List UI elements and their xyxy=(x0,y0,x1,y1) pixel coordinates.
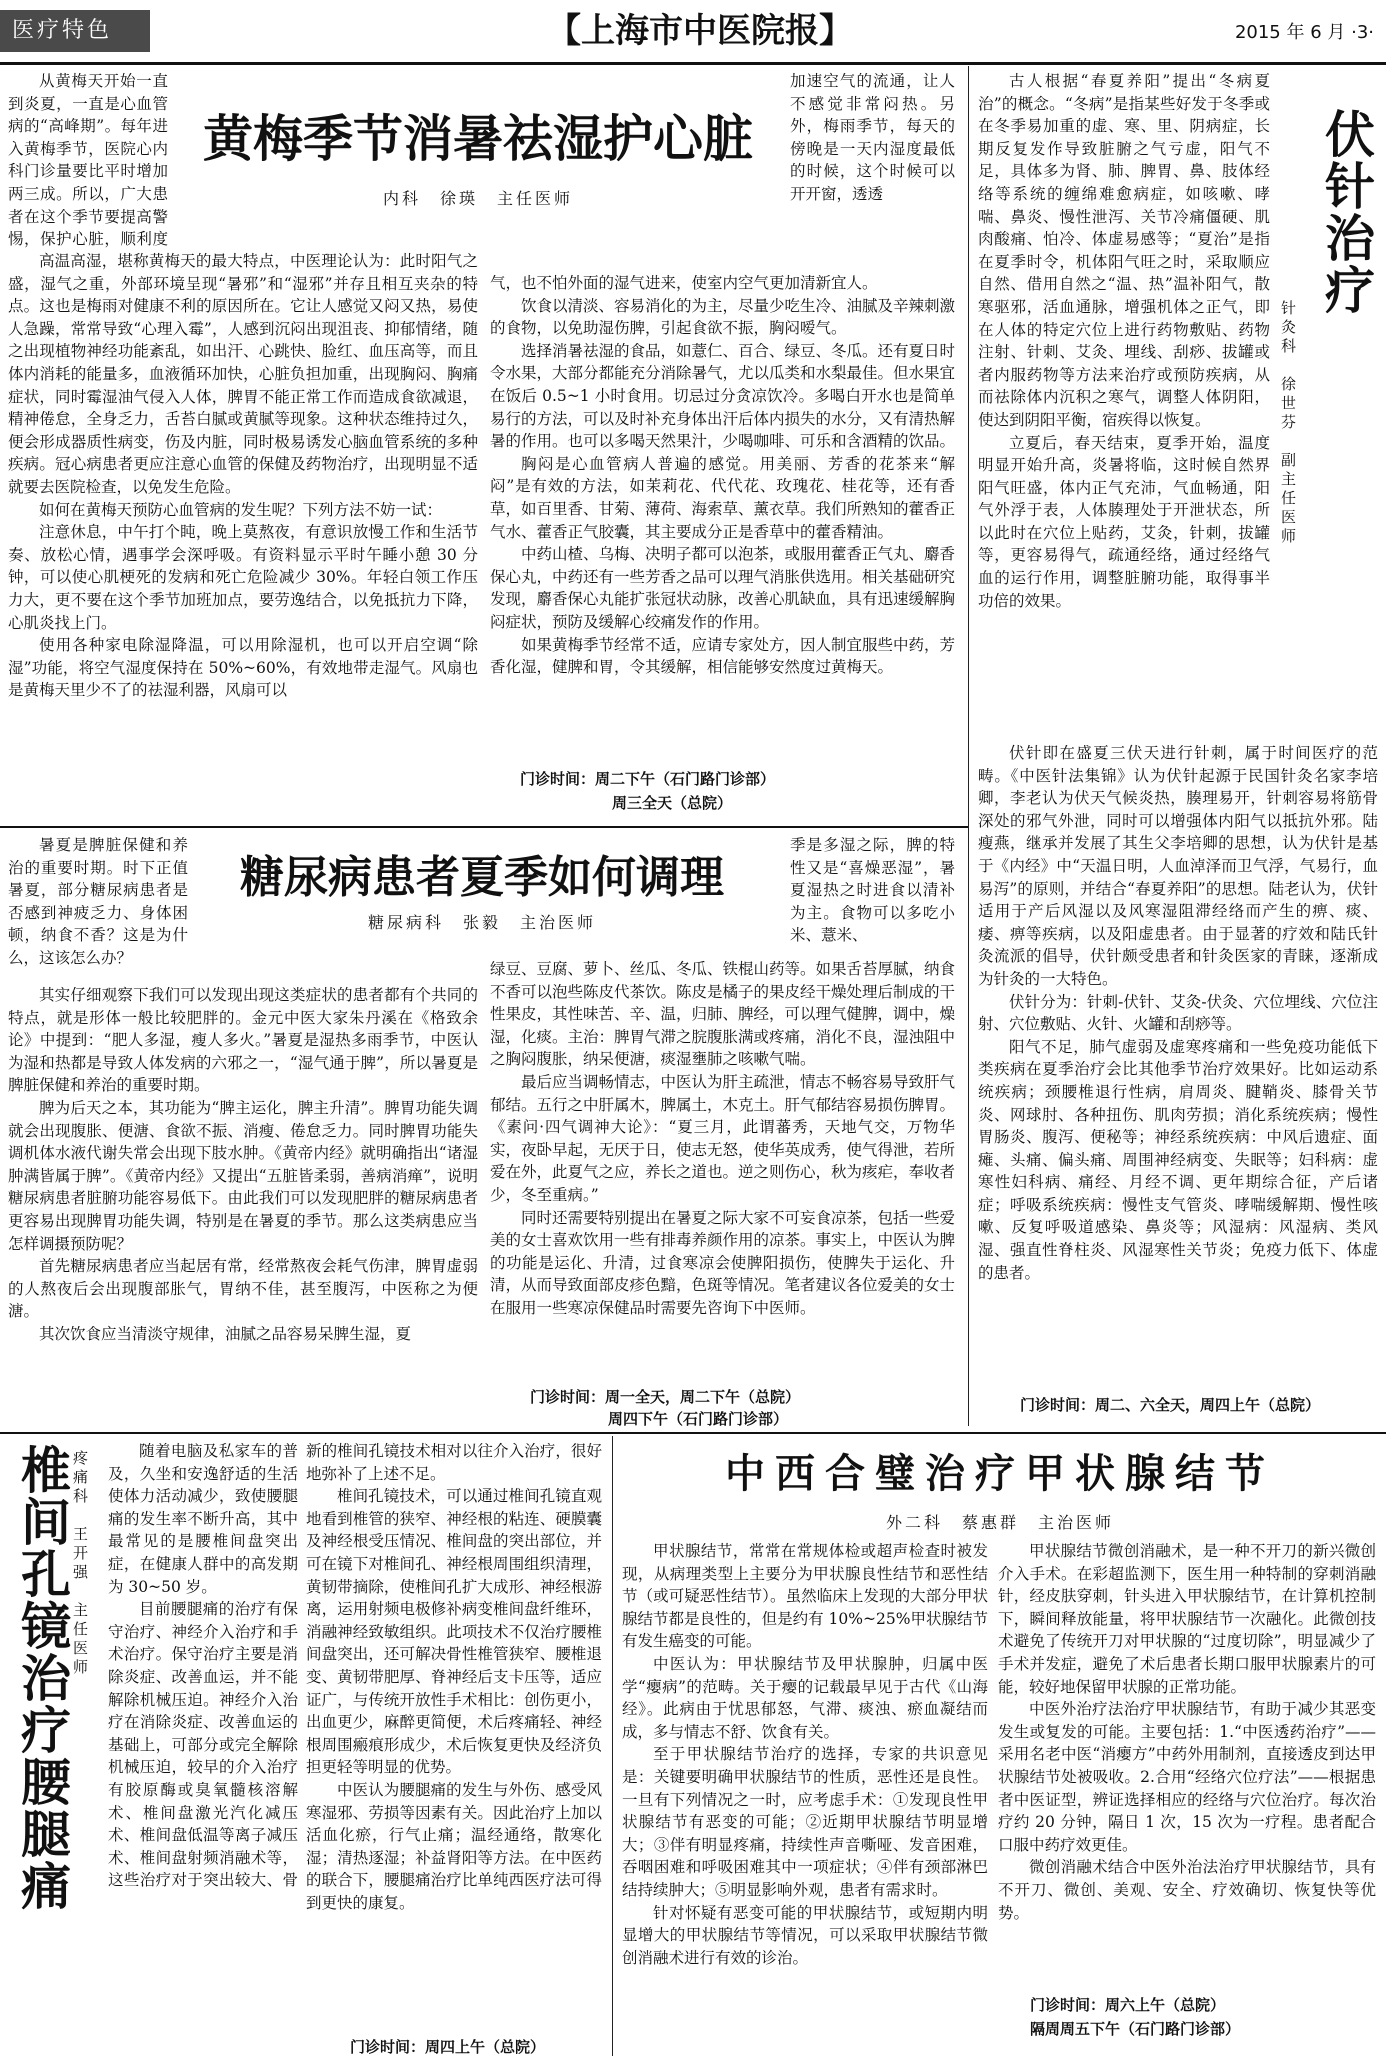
article3-byline: 糖尿病科 张毅 主治医师 xyxy=(367,913,596,932)
article4-column2: 新的椎间孔镜技术相对以往介入治疗，很好地弥补了上述不足。 椎间孔镜技术，可以通过椎间孔镜直观地看到椎管的狭窄、神经根的粘连、硬膜囊及神经根受压情况、椎间盘的突出部位，并可在镜下对椎间孔、神经根周围组织清理，黄韧带摘除，使椎间孔扩大成形、神经根游离，运用射频电极修补病变椎间盘纤维环，消融神经致敏组织。此项技术不仅治疗腰椎间盘突出，还可解决骨性椎管狭窄、腰椎退变、黄韧带肥厚、脊神经后支卡压等，适应证广，与传统开放性手术相比：创伤更小，出血更少，麻醉更简便，术后疼痛轻、神经根周围瘢痕形成少，术后恢复更快及经济负担更轻等明显的优势。 中医认为腰腿痛的发生与外伤、感受风寒湿邪、劳损等因素有关。因此治疗上加以活血化瘀，行气止痛；温经通络，散寒化湿；清热逐湿；补益肾阳等方法。在中医药的联合下，腰腿痛治疗比单纯西医疗法可得到更快的康复。 xyxy=(306,1442,602,1912)
article5-column1: 甲状腺结节，常常在常规体检或超声检查时被发现，从病理类型上主要分为甲状腺良性结节和恶性结节（或可疑恶性结节）。虽然临床上发现的大部分甲状腺结节都是良性的，但是约有 10%~25%甲状腺结节有发生癌变的可能。 中医认为：甲状腺结节及甲状腺肿，归属中医学“瘿病”的范畴。关于瘿的记载最早见于古代《山海经》。此病由于忧思郁怒，气滞、痰浊、瘀血凝结而成，多与情志不舒、饮食有关。 至于甲状腺结节治疗的选择，专家的共识意见是：关键要明确甲状腺结节的性质，恶性还是良性。一旦有下列情况之一时，应考虑手术：①发现良性甲状腺结节有恶变的可能；②近期甲状腺结节明显增大；③伴有明显疼痛，持续性声音嘶哑、发音困难，吞咽困难和呼吸困难其中一项症状；④伴有颈部淋巴结持续肿大；⑤明显影响外观，患者有需求时。 针对怀疑有恶变可能的甲状腺结节，或短期内明显增大的甲状腺结节等情况，可以采取甲状腺结节微创消融术进行有效的诊治。 xyxy=(622,1542,988,1967)
article5-clinic-hours-2: 隔周周五下午（石门路门诊部） xyxy=(1030,2020,1241,2038)
article4-column1: 随着电脑及私家车的普及，久坐和安逸舒适的生活使体力活动减少，致使腰腿痛的发生率不断升高，其中最常见的是腰椎间盘突出症，在健康人群中的高发期为 30~50 岁。 目前腰腿痛的治疗有保守治疗、神经介入治疗和手术治疗。保守治疗主要是消除炎症、改善血运，并不能解除机械压迫。神经介入治疗在消除炎症、改善血运的基础上，可部分或完全解除机械压迫，较早的介入治疗有胶原酶或臭氧髓核溶解术、椎间盘激光汽化减压术、椎间盘低温等离子减压术、椎间盘射频消融术等，这些治疗对于突出较大、骨 xyxy=(108,1442,298,1890)
article4-clinic-hours: 门诊时间：周四上午（总院） xyxy=(350,2038,546,2056)
article2-column2: 伏针即在盛夏三伏天进行针刺，属于时间医疗的范畴。《中医针法集锦》认为伏针起源于民国针灸名家李培卿，李老认为伏天气候炎热，腠理易开，针刺容易将筋骨深处的邪气外泄，同时可以增强体内阳气以抵抗外邪。陆瘦燕，继承并发展了其生父李培卿的思想，认为伏针是基于《内经》中“天温日明，人血淖泽而卫气浮，气易行，血易泻”的原则，并结合“春夏养阳”的思想。陆老认为，伏针适用于产后风湿以及风寒湿阻滞经络而产生的痹、痰、痿、痹等疾病，以及阳虚患者。由于显著的疗效和陆氏针灸流派的倡导，伏针颇受患者和针灸医家的青睐，逐渐成为针灸的一大特色。 伏针分为：针刺-伏针、艾灸-伏灸、穴位埋线、穴位注射、穴位敷贴、火针、火罐和刮痧等。 阳气不足，肺气虚弱及虚寒疼痛和一些免疫功能低下类疾病在夏季治疗会比其他季节治疗效果好。比如运动系统疾病；颈腰椎退行性病，肩周炎、腱鞘炎、膝骨关节炎、网球肘、各种扭伤、肌肉劳损；消化系统疾病；慢性胃肠炎、腹泻、便秘等；神经系统疾病：中风后遗症、面瘫、头痛、偏头痛、周围神经病变、失眠等；妇科病：虚寒性妇科病、痛经、月经不调、更年期综合征，产后诸症；呼吸系统疾病：慢性支气管炎、哮喘缓解期、慢性咳嗽、反复呼吸道感染、鼻炎等；风湿病：风湿病、类风湿、强直性脊柱炎、风湿寒性关节炎；免疫力低下、体虚的患者。 xyxy=(978,744,1378,1282)
article3-intro-right: 季是多湿之际，脾的特性又是“喜燥恶湿”，暑夏湿热之时进食以清补为主。食物可以多吃小米、薏米、 xyxy=(790,836,955,945)
column-divider-2 xyxy=(612,1436,613,2056)
article1-clinic-hours-2: 周三全天（总院） xyxy=(612,794,733,812)
section-rule-2 xyxy=(0,1432,1386,1434)
article5-column2: 甲状腺结节微创消融术，是一种不开刀的新兴微创介入手术。在彩超监测下，医生用一种特制的穿刺消融针，经皮肤穿刺，针头进入甲状腺结节，在计算机控制下，瞬间释放能量，将甲状腺结节一次融化。此微创技术避免了传统开刀对甲状腺的“过度切除”，明显减少了手术并发症，避免了术后患者长期口服甲状腺素片的可能，较好地保留甲状腺的正常功能。 中医外治疗法治疗甲状腺结节，有助于减少其恶变发生或复发的可能。主要包括：1.“中医透药治疗”——采用名老中医“消瘿方”中药外用制剂，直接透皮到达甲状腺结节处被吸收。2.合用“经络穴位疗法”——根据患者中医证型，辨证选择相应的经络与穴位治疗。每次治疗约 20 分钟，隔日 1 次，15 次为一疗程。患者配合口服中药疗效更佳。 微创消融术结合中医外治法治疗甲状腺结节，具有不开刀、微创、美观、安全、疗效确切、恢复快等优势。 xyxy=(998,1542,1376,1922)
article4-byline: 疼痛科 王开强 主任医师 xyxy=(71,1450,89,1678)
article1-title: 黄梅季节消暑祛湿护心脏 xyxy=(203,109,753,168)
section-tag: 医疗特色 xyxy=(0,10,150,52)
article3-lead: 暑夏是脾脏保健和养治的重要时期。时下正值暑夏，部分糖尿病患者是否感到神疲乏力、身体困顿，纳食不香？这是为什么，这该怎么办？ xyxy=(8,836,188,967)
article2-byline: 针灸科 徐世芬 副主任医师 xyxy=(1279,300,1297,547)
article4-title: 椎间孔镜治疗腰腿痛 xyxy=(13,1444,72,1912)
article3-column2: 绿豆、豆腐、萝卜、丝瓜、冬瓜、铁棍山药等。如果舌苔厚腻，纳食不香可以泡些陈皮代茶饮。陈皮是橘子的果皮经干燥处理后制成的干性果皮，其性味苦、辛、温，归肺、脾经，可以理气健脾，调中，燥湿，化痰。主治：脾胃气滞之脘腹胀满或疼痛，消化不良，湿浊阻中之胸闷腹胀，纳呆便溏，痰湿壅肺之咳嗽气喘。 最后应当调畅情志，中医认为肝主疏泄，情志不畅容易导致肝气郁结。五行之中肝属木，脾属土，木克土。肝气郁结容易损伤脾胃。《素问·四气调神大论》：“夏三月，此谓蕃秀，天地气交，万物华实，夜卧早起，无厌于日，使志无怒，使华英成秀，使气得泄，若所爱在外，此夏气之应，养长之道也。逆之则伤心，秋为痎疟，奉收者少，冬至重病。” 同时还需要特别提出在暑夏之际大家不可妄食凉茶，包括一些爱美的女士喜欢饮用一些有排毒养颜作用的凉茶。事实上，中医认为脾的功能是运化、升清，过食寒凉会使脾阳损伤，使脾失于运化、升清，从而导致面部皮疹色黯，色斑等情况。笔者建议各位爱美的女士在服用一些寒凉保健品时需要先咨询下中医师。 xyxy=(490,960,955,1317)
article5-byline: 外二科 蔡惠群 主治医师 xyxy=(885,1513,1114,1532)
article1-column1: 高温高湿，堪称黄梅天的最大特点，中医理论认为：此时阳气之盛，湿气之重，外部环境呈现“暑邪”和“湿邪”并存且相互夹杂的特点。这也是梅雨对健康不利的原因所在。它让人感觉又闷又热，易使人急躁，常常导致“心理入霉”，人感到沉闷出现沮丧、抑郁情绪，随之出现植物神经功能紊乱，如出汗、心跳快、脸红、血压高等，而且体内消耗的能量多，血液循环加快，心脏负担加重，出现胸闷、胸痛症状，同时霉湿油气侵入人体，脾胃不能正常工作而造成食欲减退，精神倦怠，全身乏力，舌苔白腻或黄腻等现象。这种状态维持过久，便会形成器质性病变，伤及内脏，同时极易诱发心脑血管系统的多种疾病。冠心病患者更应注意心血管的保健及药物治疗，出现明显不适就要去医院检查，以免发生危险。 如何在黄梅天预防心血管病的发生呢？下列方法不妨一试： 注意休息，中午打个盹，晚上莫熬夜，有意识放慢工作和生活节奏、放松心情，遇事学会深呼吸。有资料显示平时午睡小憩 30 分钟，可以使心肌梗死的发病和死亡危险减少 30%。年轻白领工作压力大，更不要在这个季节加班加点，要劳逸结合，以免抵抗力下降，心肌炎找上门。 使用各种家电除湿降温，可以用除湿机，也可以开启空调“除湿”功能，将空气湿度保持在 50%~60%，有效地带走湿气。风扇也是黄梅天里少不了的祛湿利器，风扇可以 xyxy=(8,252,478,700)
article2-title: 伏针治疗 xyxy=(1317,108,1376,316)
article1-intro-right: 加速空气的流通，让人不感觉非常闷热。另外，梅雨季节，每天的傍晚是一天内湿度最低的时候，这个时候可以开开窗，透透 xyxy=(790,72,955,203)
article1-column2: 气，也不怕外面的湿气进来，使室内空气更加清新宜人。 饮食以清淡、容易消化的为主，尽量少吃生冷、油腻及辛辣刺激的食物，以免助湿伤脾，引起食欲不振，胸闷嗳气。 选择消暑祛湿的食品，如薏仁、百合、绿豆、冬瓜。还有夏日时令水果，大部分都能充分消除暑气，尤以瓜类和水梨最佳。但水果宜在饭后 0.5~1 小时食用。切忌过分贪凉饮冷。多喝白开水也是简单易行的方法，可以及时补充身体出汗后体内损失的水分，又有清热解暑的作用。也可以多喝天然果汁，少喝咖啡、可乐和含酒精的饮品。 胸闷是心血管病人普遍的感觉。用美丽、芳香的花茶来“解闷”是有效的方法，如茉莉花、代代花、玫瑰花、桂花等，还有香草，如百里香、甘菊、薄荷、海索草、薰衣草。我们所熟知的藿香正气水、藿香正气胶囊，其主要成分正是香草中的藿香精油。 中药山楂、乌梅、决明子都可以泡茶，或服用藿香正气丸、麝香保心丸，中药还有一些芳香之品可以理气消胀供选用。相关基础研究发现，麝香保心丸能扩张冠状动脉，改善心肌缺血，具有迅速缓解胸闷症状，预防及缓解心绞痛发作的作用。 如果黄梅季节经常不适，应请专家处方，因人制宜服些中药，芳香化湿，健脾和胃，令其缓解，相信能够安然度过黄梅天。 xyxy=(490,274,955,677)
article1-byline: 内科 徐瑛 主任医师 xyxy=(382,189,573,208)
article5-title: 中西合璧治疗甲状腺结节 xyxy=(725,1450,1275,1497)
article3-clinic-hours-2: 周四下午（石门路门诊部） xyxy=(608,1410,789,1428)
article3-clinic-hours: 门诊时间：周一全天，周二下午（总院） xyxy=(530,1388,801,1406)
article2-clinic-hours: 门诊时间：周二、六全天，周四上午（总院） xyxy=(1020,1396,1321,1414)
article5-clinic-hours: 门诊时间：周六上午（总院） xyxy=(1030,1996,1226,2014)
article3-title: 糖尿病患者夏季如何调理 xyxy=(240,852,724,903)
article1-clinic-hours: 门诊时间：周二下午（石门路门诊部） xyxy=(520,770,776,788)
article3-column1: 其实仔细观察下我们可以发现出现这类症状的患者都有个共同的特点，就是形体一般比较肥胖的。金元中医大家朱丹溪在《格致余论》中提到：“肥人多湿，瘦人多火。”暑夏是湿热多雨季节，中医认为湿和热都是导致人体发病的六邪之一，“湿气通于脾”，所以暑夏是脾脏保健和养治的重要时期。 脾为后天之本，其功能为“脾主运化，脾主升清”。脾胃功能失调就会出现腹胀、便溏、食欲不振、消瘦、倦怠乏力。同时脾胃功能失调机体水液代谢失常会出现下肢水肿。《黄帝内经》就明确指出“诸湿肿满皆属于脾”。《黄帝内经》又提出“五脏皆柔弱，善病消瘅”，说明糖尿病患者脏腑功能容易低下。由此我们可以发现肥胖的糖尿病患者更容易出现脾胃功能失调，特别是在暑夏的季节。那么这类病患应当怎样调摄预防呢？ 首先糖尿病患者应当起居有常，经常熬夜会耗气伤津，脾胃虚弱的人熬夜后会出现腹部胀气，胃纳不佳，甚至腹泻，中医称之为便溏。 其次饮食应当清淡守规律，油腻之品容易呆脾生湿，夏 xyxy=(8,986,478,1343)
article2-column1: 古人根据“春夏养阳”提出“冬病夏治”的概念。“冬病”是指某些好发于冬季或在冬季易加重的虚、寒、里、阴病症，长期反复发作导致脏腑之气亏虚，阳气不足，具体多为肾、肺、脾胃、鼻、肢体经络等系统的缠绵难愈病症，如咳嗽、哮喘、鼻炎、慢性泄泻、关节冷痛僵硬、肌肉酸痛、怕冷、体虚易感等；“夏治”是指在夏季时令，机体阳气旺之时，采取顺应自然、借用自然之“温、热”温补阳气，散寒驱邪，活血通脉，增强机体之正气，即在人体的特定穴位上进行药物敷贴、药物注射、针刺、艾灸、埋线、刮痧、拔罐或者内服药物等方法来治疗或预防疾病，从而祛除体内沉积之寒气，调整人体阴阳，使达到阴阳平衡，宿疾得以恢复。 立夏后，春天结束，夏季开始，温度明显开始升高，炎暑将临，这时候自然界阳气旺盛，体内正气充沛，气血畅通，阳气外浮于表，人体腠理处于开泄状态，所以此时在穴位上贴药，艾灸，针刺，拔罐等，更容易得气，疏通经络，通过经络气血的运行作用，调整脏腑功能，取得事半功倍的效果。 xyxy=(978,72,1270,610)
column-divider xyxy=(968,66,969,1426)
section-rule-1 xyxy=(0,826,968,828)
article1-lead: 从黄梅天开始一直到炎夏，一直是心血管病的“高峰期”。每年进入黄梅季节，医院心内科门诊量要比平时增加两三成。所以，广大患者在这个季节要提高警惕，保护心脏，顺利度 xyxy=(8,72,168,248)
newspaper-masthead: 【上海市中医院报】 xyxy=(547,11,853,51)
issue-date: 2015 年 6 月 ·3· xyxy=(1234,22,1374,43)
